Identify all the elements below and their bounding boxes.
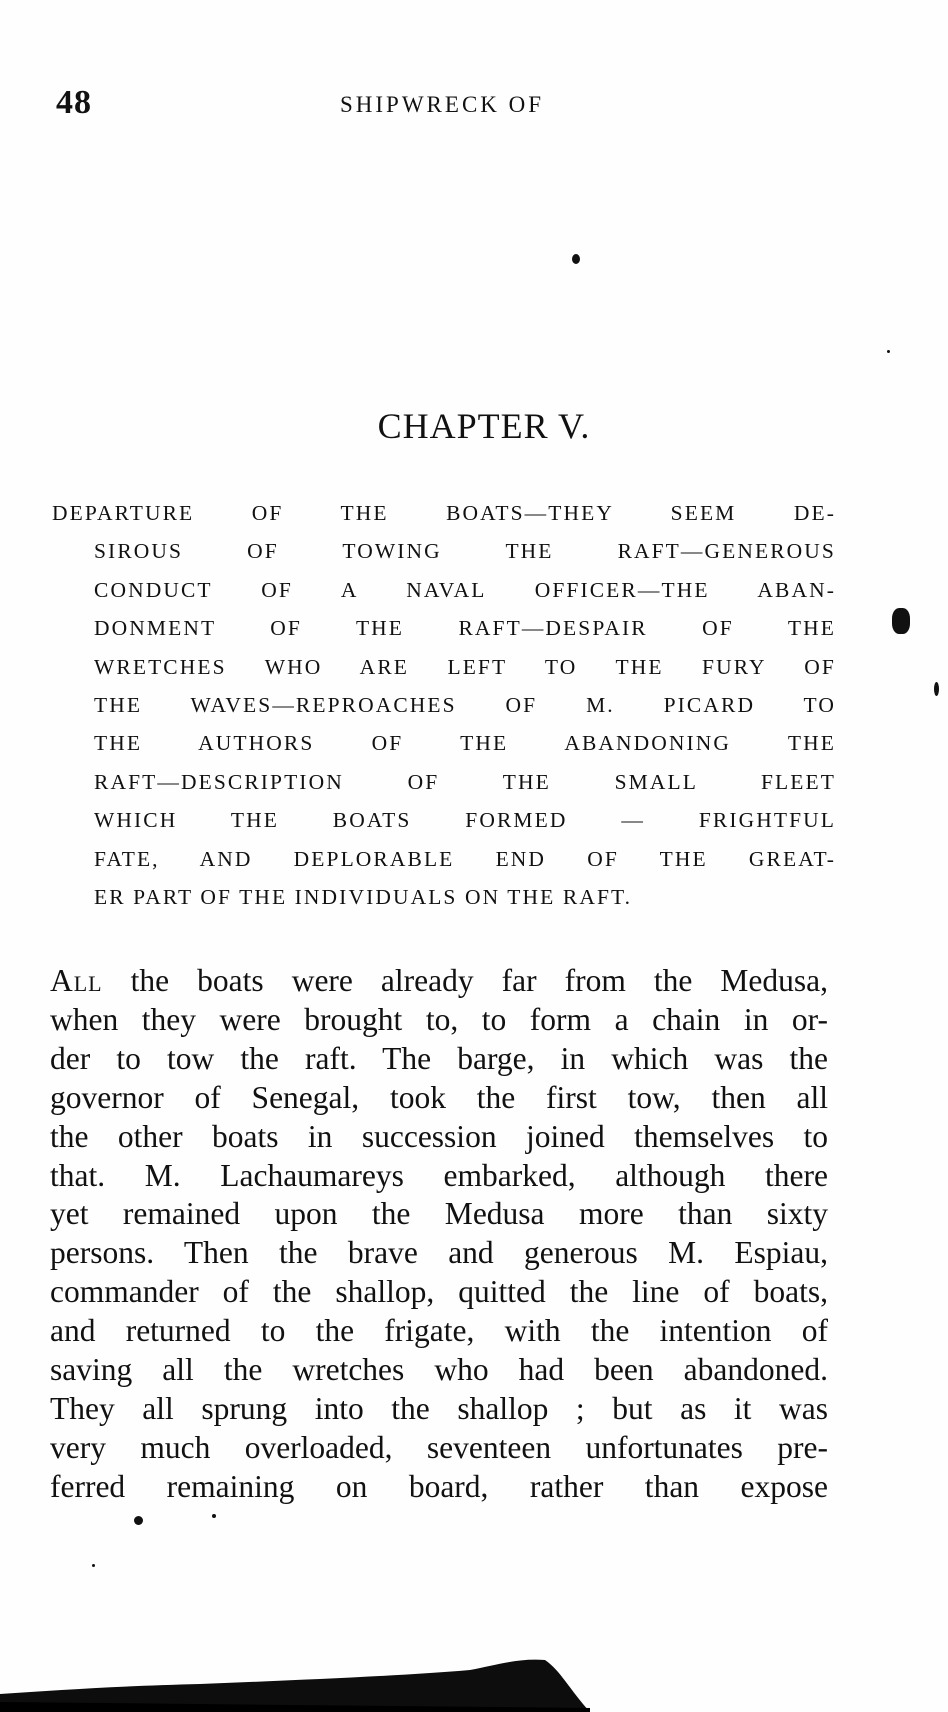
body-line: very much overloaded, seventeen unfortunates pre-: [50, 1429, 828, 1465]
summary-line: FATE, AND DEPLORABLE END OF THE GREAT-: [94, 846, 836, 871]
body-line: der to tow the raft. The barge, in which was the: [50, 1040, 828, 1076]
body-line: governor of Senegal, took the first tow, then all: [50, 1079, 828, 1115]
page-number: 48: [56, 84, 92, 121]
ink-speck: [887, 350, 890, 353]
body-line: the other boats in succession joined themselves to: [50, 1118, 828, 1154]
summary-line: THE WAVES—REPROACHES OF M. PICARD TO: [94, 693, 836, 718]
chapter-summary: [52, 494, 836, 916]
summary-line: THE AUTHORS OF THE ABANDONING THE: [94, 731, 836, 756]
summary-line: ER PART OF THE INDIVIDUALS ON THE RAFT.: [94, 885, 633, 910]
drop-word: All: [50, 963, 103, 998]
body-line: saving all the wretches who had been abandoned.: [50, 1352, 828, 1388]
body-line: [50, 962, 828, 1001]
summary-line: WHICH THE BOATS FORMED — FRIGHTFUL: [94, 808, 836, 833]
body-line: They all sprung into the shallop ; but as it was: [50, 1390, 828, 1426]
body-line: commander of the shallop, quitted the line of boats,: [50, 1274, 828, 1310]
summary-line: DONMENT OF THE RAFT—DESPAIR OF THE: [94, 616, 836, 641]
summary-line: DEPARTURE OF THE BOATS—THEY SEEM DE-: [52, 501, 836, 525]
chapter-title: CHAPTER V.: [377, 406, 591, 446]
ink-speck: [134, 1516, 143, 1525]
running-head: SHIPWRECK OF: [340, 92, 545, 117]
ink-speck: [572, 254, 580, 264]
ink-speck: [934, 682, 939, 696]
body-line: persons. Then the brave and generous M. Espiau,: [50, 1235, 828, 1271]
ink-speck: [92, 1564, 95, 1567]
ink-speck: [212, 1514, 216, 1518]
body-line: when they were brought to, to form a chain in or-: [50, 1001, 828, 1037]
body-line-text: the boats were already far from the Medusa,: [102, 963, 828, 998]
summary-line: RAFT—DESCRIPTION OF THE SMALL FLEET: [94, 769, 836, 794]
summary-line: WRETCHES WHO ARE LEFT TO THE FURY OF: [94, 654, 836, 679]
scan-edge-smudge: [0, 1650, 590, 1712]
summary-line: SIROUS OF TOWING THE RAFT—GENEROUS: [94, 539, 836, 564]
summary-line: CONDUCT OF A NAVAL OFFICER—THE ABAN-: [94, 577, 836, 602]
body-line: that. M. Lachaumareys embarked, although there: [50, 1157, 828, 1193]
body-line: yet remained upon the Medusa more than sixty: [50, 1196, 828, 1232]
ink-speck: [892, 608, 910, 634]
body-line: and returned to the frigate, with the intention of: [50, 1313, 828, 1349]
body-paragraph: [50, 962, 828, 1507]
body-line: ferred remaining on board, rather than expose: [50, 1468, 828, 1504]
